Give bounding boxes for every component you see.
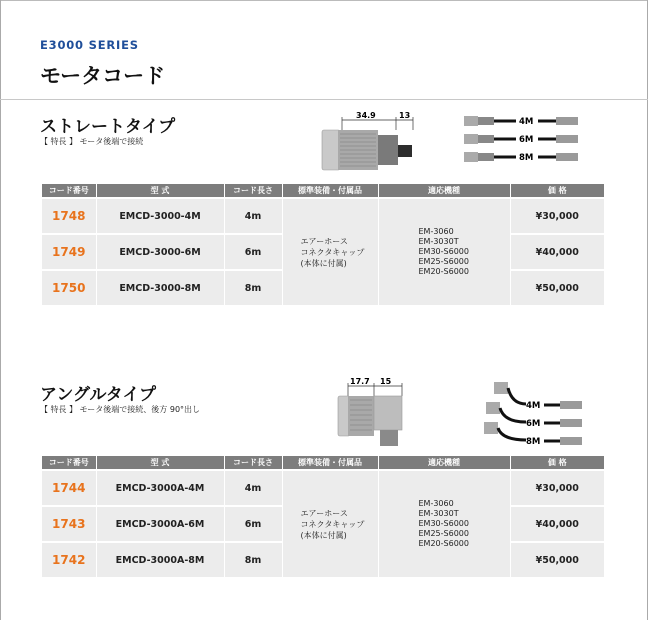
straight-spec-table [42,184,604,305]
accessories-cell [282,470,378,577]
header-code: コード番号 [42,456,96,470]
code-cell: 1749 [42,234,96,270]
header-price: 価 格 [510,184,604,198]
price-cell: ¥40,000 [510,506,604,542]
angle-cable-picture [484,380,590,452]
header-accessories: 標準装備・付属品 [282,456,378,470]
length-cell: 6m [224,234,282,270]
series-label: E3000 SERIES [40,38,139,52]
accessory-line: エアーホース [300,236,348,246]
header-length: コード長さ [224,456,282,470]
angle-spec-table [42,456,604,577]
price-cell: ¥40,000 [510,234,604,270]
straight-section-title: ストレートタイプ [40,117,176,137]
angle-section-desc: 【 特長 】 モータ後端で接続、後方 90°出し [40,405,201,414]
model-cell: EMCD-3000-6M [96,234,224,270]
compatible-model: EM25-S6000 [418,257,469,266]
price-cell: ¥30,000 [510,198,604,234]
compatible-models-cell [378,198,510,305]
length-cell: 4m [224,470,282,506]
accessory-line: (本体に付属) [300,258,347,268]
straight-dim-1: 34.9 [356,111,376,120]
accessory-line: (本体に付属) [300,530,347,540]
angle-connector-drawing [334,374,424,450]
header-model: 型 式 [96,184,224,198]
price-cell: ¥30,000 [510,470,604,506]
compatible-model: EM20-S6000 [418,267,469,276]
straight-cable-6m-label: 6M [519,135,534,145]
table-header-row [42,456,604,470]
accessory-line: エアーホース [300,508,348,518]
header-model: 型 式 [96,456,224,470]
model-cell: EMCD-3000A-4M [96,470,224,506]
straight-connector-drawing [318,108,428,174]
compatible-model: EM20-S6000 [418,539,469,548]
angle-cable-4m-label: 4M [526,401,541,411]
compatible-model: EM-3030T [418,237,459,246]
price-cell: ¥50,000 [510,542,604,577]
header-accessories: 標準装備・付属品 [282,184,378,198]
compatible-model: EM-3030T [418,509,459,518]
straight-cable-4m-label: 4M [519,117,534,127]
table-row [42,470,604,506]
compatible-models-cell [378,470,510,577]
code-cell: 1743 [42,506,96,542]
angle-cable-6m-label: 6M [526,419,541,429]
code-cell: 1744 [42,470,96,506]
straight-dim-2: 13 [399,111,411,120]
accessory-line: コネクタキャップ [300,247,365,257]
accessory-line: コネクタキャップ [300,519,365,529]
straight-section-desc: 【 特長 】 モータ後端で接続 [40,137,144,146]
header-compatible: 適応機種 [378,184,510,198]
model-cell: EMCD-3000-8M [96,270,224,305]
table-row [42,198,604,234]
header-length: コード長さ [224,184,282,198]
header-compatible: 適応機種 [378,456,510,470]
model-cell: EMCD-3000A-6M [96,506,224,542]
model-cell: EMCD-3000A-8M [96,542,224,577]
compatible-model: EM-3060 [418,227,454,236]
angle-dim-2: 15 [380,377,392,386]
code-cell: 1742 [42,542,96,577]
header-code: コード番号 [42,184,96,198]
price-cell: ¥50,000 [510,270,604,305]
header-price: 価 格 [510,456,604,470]
angle-dim-1: 17.7 [350,377,370,386]
compatible-model: EM30-S6000 [418,247,469,256]
angle-cable-8m-label: 8M [526,437,541,447]
frame-left [0,0,1,620]
table-header-row [42,184,604,198]
length-cell: 8m [224,270,282,305]
code-cell: 1750 [42,270,96,305]
frame-top [0,0,648,1]
compatible-model: EM25-S6000 [418,529,469,538]
compatible-model: EM-3060 [418,499,454,508]
angle-section-title: アングルタイプ [40,385,156,405]
length-cell: 6m [224,506,282,542]
length-cell: 4m [224,198,282,234]
compatible-model: EM30-S6000 [418,519,469,528]
accessories-cell [282,198,378,305]
model-cell: EMCD-3000-4M [96,198,224,234]
straight-cable-8m-label: 8M [519,153,534,163]
straight-cable-picture [462,112,590,168]
page-title: モータコード [40,64,166,88]
code-cell: 1748 [42,198,96,234]
title-divider [0,99,648,100]
length-cell: 8m [224,542,282,577]
